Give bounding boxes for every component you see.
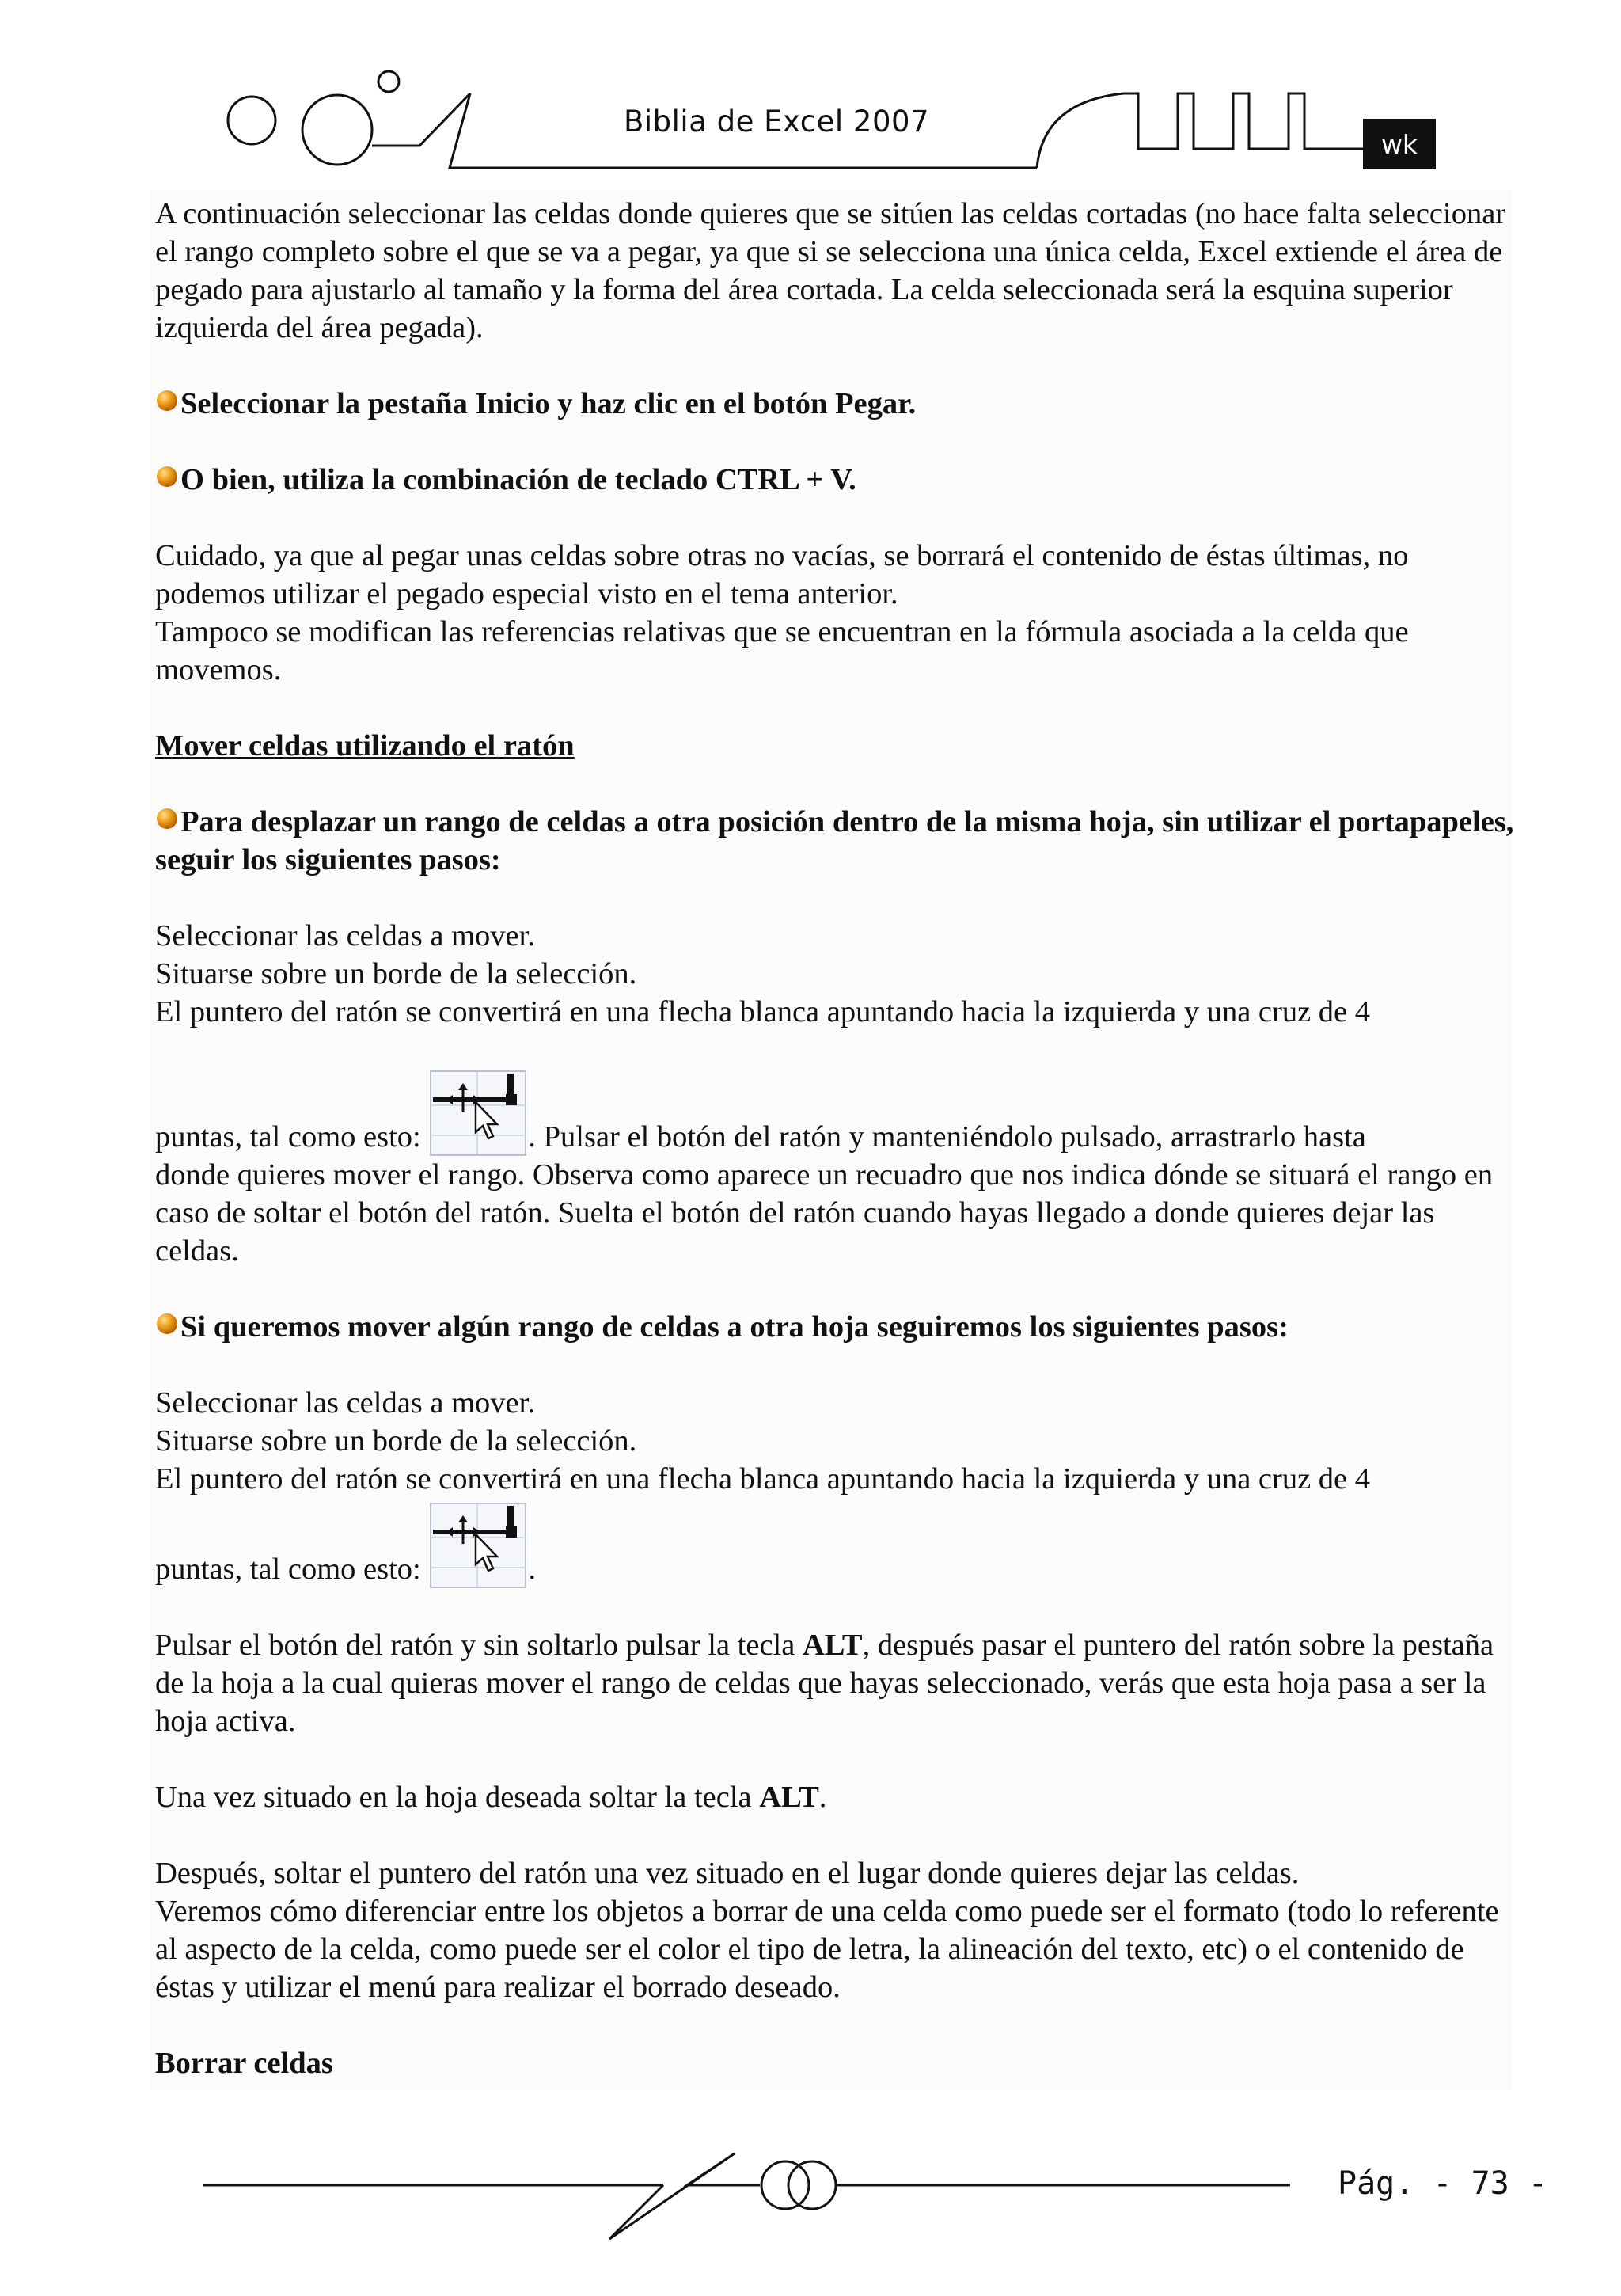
step-border: Situarse sobre un borde de la selección.: [155, 957, 637, 990]
release-alt-text-a: Una vez situado en la hoja deseada soltar la tecla: [155, 1781, 760, 1814]
page-number: Pág. - 73 -: [1338, 2165, 1547, 2202]
paragraph-alt-drag: [155, 1626, 1521, 1740]
move-cursor-icon: [430, 1070, 526, 1156]
step2-select-cells: Seleccionar las celdas a mover.: [155, 1386, 535, 1420]
paragraph-release-pointer: Después, soltar el puntero del ratón una vez situado en el lugar donde quieres dejar las celdas.: [155, 1857, 1300, 1890]
step-drag: donde quieres mover el rango. Observa como aparece un recuadro que nos indica dónde se situará el rango en caso de soltar el botón del ratón. Suelta el botón del ratón cuando hayas llegado a donde quieres dejar las celdas.: [155, 1158, 1494, 1268]
step-cursor-line: [155, 1031, 1521, 1156]
bullet-text: Seleccionar la pestaña Inicio y haz clic en el botón Pegar.: [180, 387, 917, 420]
move-cursor-icon: [430, 1503, 526, 1588]
orange-ball-bullet-icon: [157, 390, 177, 411]
step2-border: Situarse sobre un borde de la selección.: [155, 1424, 637, 1458]
release-alt-text-b: .: [818, 1781, 827, 1814]
paragraph-paste-intro: A continuación seleccionar las celdas donde quieres que se sitúen las celdas cortadas (no hace falta seleccionar el rango completo sobre el que se va a pegar, ya que si se selecciona una única celda, Excel extiende el área de pegado para ajustarlo al tamaño y la forma del área cortada. La celda seleccionada será la esquina superior izquierda del área pegada).: [155, 197, 1506, 344]
orange-ball-bullet-icon: [157, 808, 177, 829]
step-cursor-text-post: . Pulsar el botón del ratón y manteniéndolo pulsado, arrastrarlo hasta: [528, 1120, 1366, 1154]
step-cursor-text-pre: puntas, tal como esto:: [155, 1120, 429, 1154]
header-badge: wk: [1363, 119, 1436, 169]
bullet-text: Para desplazar un rango de celdas a otra posición dentro de la misma hoja, sin utilizar el portapapeles, seguir los siguientes pasos:: [155, 805, 1514, 876]
alt-drag-text-b: , después pasar el puntero del ratón sobre la pestaña de la hoja a la cual quieras mover el rango de celdas que hayas seleccionado, verás que esta hoja pasa a ser la hoja activa.: [155, 1629, 1494, 1738]
paragraph-references: Tampoco se modifican las referencias relativas que se encuentran en la fórmula asociada a la celda que movemos.: [155, 615, 1409, 686]
paragraph-delete-intro: Veremos cómo diferenciar entre los objetos a borrar de una celda como puede ser el formato (todo lo referente al aspecto de la celda, como puede ser el color el tipo de letra, la alineación del texto, etc) o el contenido de éstas y utilizar el menú para realizar el borrado deseado.: [155, 1895, 1499, 2004]
bullet-paste-shortcut: [155, 461, 1521, 499]
orange-ball-bullet-icon: [157, 1313, 177, 1334]
step2-cursor-text-post: .: [528, 1553, 536, 1586]
step2-pointer: El puntero del ratón se convertirá en una flecha blanca apuntando hacia la izquierda y una cruz de 4: [155, 1462, 1371, 1496]
bullet-move-same-sheet: [155, 803, 1521, 879]
alt-drag-text-a: Pulsar el botón del ratón y sin soltarlo pulsar la tecla: [155, 1629, 803, 1662]
header-title: Biblia de Excel 2007: [624, 105, 930, 139]
orange-ball-bullet-icon: [157, 466, 177, 487]
step2-cursor-line: [155, 1498, 1521, 1588]
bullet-move-other-sheet: [155, 1308, 1521, 1346]
document-body: [155, 195, 1521, 2082]
step-select-cells: Seleccionar las celdas a mover.: [155, 919, 535, 952]
paragraph-warning: Cuidado, ya que al pegar unas celdas sobre otras no vacías, se borrará el contenido de éstas últimas, no podemos utilizar el pegado especial visto en el tema anterior.: [155, 539, 1409, 610]
paragraph-release-alt: [155, 1778, 1521, 1816]
alt-key-label: ALT: [802, 1629, 863, 1662]
alt-key-label: ALT: [759, 1781, 819, 1814]
step-pointer: El puntero del ratón se convertirá en una flecha blanca apuntando hacia la izquierda y una cruz de 4: [155, 995, 1371, 1028]
step2-cursor-text-pre: puntas, tal como esto:: [155, 1553, 429, 1586]
section-heading-delete-cells: Borrar celdas: [155, 2047, 333, 2080]
bullet-paste-button: [155, 385, 1521, 423]
bullet-text: O bien, utiliza la combinación de teclado CTRL + V.: [180, 463, 856, 496]
bullet-text: Si queremos mover algún rango de celdas a otra hoja seguiremos los siguientes pasos:: [180, 1310, 1289, 1344]
section-heading-move-mouse: Mover celdas utilizando el ratón: [155, 729, 575, 762]
